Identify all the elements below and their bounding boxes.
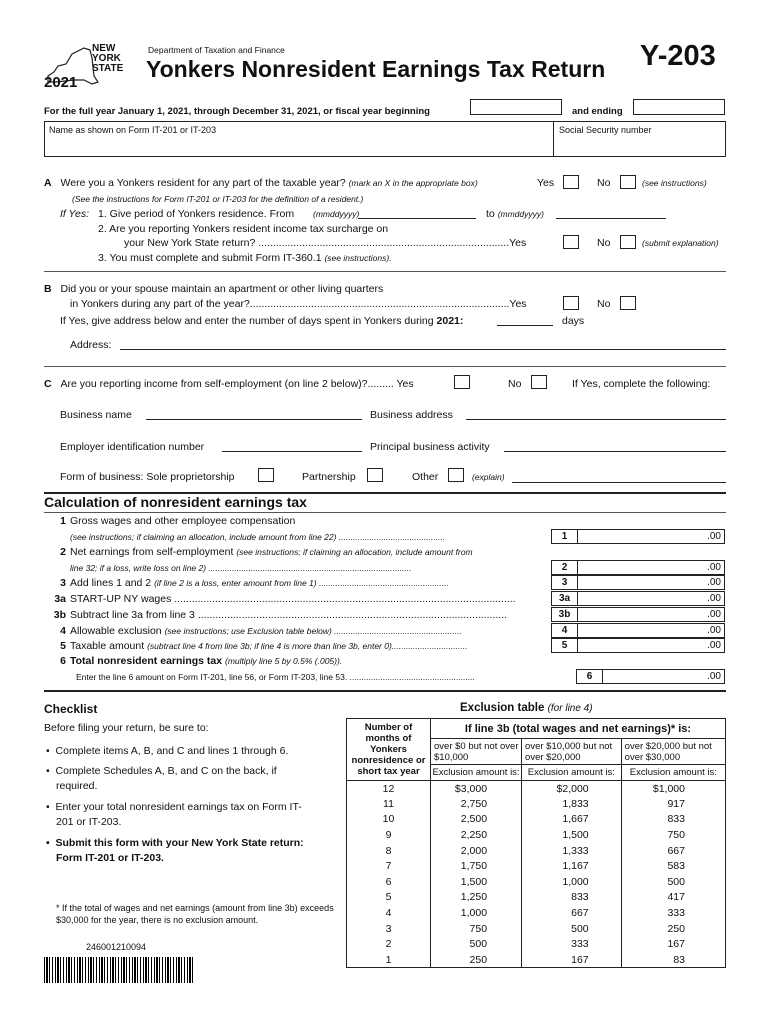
a-yes-label: Yes <box>537 177 555 189</box>
a-to-format: (mmddyyyy) <box>497 209 544 219</box>
c-no-label: No <box>508 378 522 390</box>
line3a-num: 3a <box>54 593 66 605</box>
line3b-num: 3b <box>53 609 66 621</box>
section-a-mark-note: (mark an X in the appropriate box) <box>348 178 478 188</box>
months-cell: 5 <box>347 890 431 906</box>
period-text: For the full year January 1, 2021, through December 31, 2021, or fiscal year beginning <box>44 106 430 117</box>
exclusion-amount-cell: 417 <box>621 890 725 906</box>
b-no-label: No <box>597 298 611 310</box>
exclusion-amount-cell: $1,000 <box>621 781 725 797</box>
exclusion-amount-cell: 1,500 <box>431 874 522 890</box>
months-cell: 12 <box>347 781 431 797</box>
a-item1: 1. Give period of Yonkers residence. From <box>98 208 295 220</box>
range-3: over $20,000 but not over $30,000 <box>621 739 725 765</box>
a-no-checkbox[interactable] <box>620 175 636 189</box>
line6-text: Total nonresident earnings tax <box>70 655 223 667</box>
a-item3-note: (see instructions). <box>324 253 392 263</box>
c-principal-activity-field[interactable] <box>504 451 726 452</box>
a-item3: 3. You must complete and submit Form IT-360.1 <box>98 252 322 264</box>
exclusion-amount-cell: 500 <box>431 936 522 952</box>
c-business-address-field[interactable] <box>466 419 726 420</box>
section-c-letter: C <box>44 378 52 390</box>
line5-text: Taxable amount <box>70 640 145 652</box>
exclusion-amount-cell: 833 <box>522 890 622 906</box>
exclusion-amount-cell: 1,000 <box>522 874 622 890</box>
checklist-item-3: Enter your total nonresident earnings tax on Form IT-201 or IT-203. <box>55 801 302 828</box>
months-cell: 6 <box>347 874 431 890</box>
exclusion-amount-cell: 750 <box>431 921 522 937</box>
exclusion-row <box>347 890 726 906</box>
exclusion-amount-cell: 500 <box>621 874 725 890</box>
exclusion-label-2: Exclusion amount is: <box>522 765 622 781</box>
line2-num: 2 <box>60 546 66 558</box>
department-name: Department of Taxation and Finance <box>148 45 285 55</box>
checklist-item-1: Complete items A, B, and C and lines 1 through 6. <box>55 745 289 757</box>
exclusion-amount-cell: 2,500 <box>431 812 522 828</box>
a-to-label: to <box>486 208 495 220</box>
line2-note: (see instructions; if claiming an allocation, include amount from <box>236 547 473 557</box>
form-title: Yonkers Nonresident Earnings Tax Return <box>146 56 606 82</box>
line3-num: 3 <box>60 577 66 589</box>
line3b-box: 3b <box>551 607 578 622</box>
exclusion-amount-cell: 833 <box>621 812 725 828</box>
line4-text: Allowable exclusion <box>70 625 162 637</box>
exclusion-amount-cell: 2,750 <box>431 796 522 812</box>
range-1: over $0 but not over $10,000 <box>431 739 522 765</box>
exclusion-amount-cell: 1,833 <box>522 796 622 812</box>
b-address-label: Address: <box>70 339 112 351</box>
a2-submit-explanation: (submit explanation) <box>642 238 719 248</box>
exclusion-amount-cell: 750 <box>621 827 725 843</box>
a-yes-checkbox[interactable] <box>563 175 579 189</box>
a-see-instructions: (see instructions) <box>642 178 707 188</box>
exclusion-amount-cell: 1,500 <box>522 827 622 843</box>
a-definition-note: (See the instructions for Form IT-201 or IT-203 for the definition of a resident.) <box>72 194 364 204</box>
months-cell: 4 <box>347 905 431 921</box>
line5-note: (subtract line 4 from line 3b; if line 4 is more than line 3b, enter 0)................................ <box>147 641 468 651</box>
c-ein-field[interactable] <box>222 451 362 452</box>
exclusion-label-1: Exclusion amount is: <box>431 765 522 781</box>
exclusion-amount-cell: 167 <box>522 952 622 968</box>
exclusion-table-note: (for line 4) <box>547 703 593 714</box>
tax-year: 2021 <box>44 74 78 91</box>
line4-amount[interactable]: .00 <box>577 623 725 638</box>
line3-box: 3 <box>551 575 578 590</box>
exclusion-row <box>347 905 726 921</box>
c-business-address-label: Business address <box>370 409 453 421</box>
exclusion-amount-cell: 500 <box>522 921 622 937</box>
exclusion-amount-cell: 1,333 <box>522 843 622 859</box>
line6-note: (multiply line 5 by 0.5% (.005)). <box>225 656 343 666</box>
line4-num: 4 <box>60 625 66 637</box>
logo-line-york: YORK <box>92 53 121 64</box>
checklist-intro: Before filing your return, be sure to: <box>44 722 209 734</box>
exclusion-amount-cell: 1,250 <box>431 890 522 906</box>
b-days-label: days <box>562 315 585 327</box>
a-if-yes: If Yes: <box>60 208 89 220</box>
c-yes-checkbox[interactable] <box>454 375 470 389</box>
exclusion-table <box>346 718 726 968</box>
line6-box: 6 <box>576 669 603 684</box>
exclusion-label-3: Exclusion amount is: <box>621 765 725 781</box>
line2-amount[interactable]: .00 <box>577 560 725 575</box>
exclusion-table-title: Exclusion table <box>460 702 545 714</box>
line6-num: 6 <box>60 655 66 667</box>
section-a-letter: A <box>44 177 52 189</box>
section-b-letter: B <box>44 283 52 295</box>
exclusion-row <box>347 781 726 797</box>
exclusion-amount-cell: 1,167 <box>522 858 622 874</box>
exclusion-amount-cell: 250 <box>621 921 725 937</box>
calc-heading: Calculation of nonresident earnings tax <box>44 494 307 510</box>
exclusion-row <box>347 952 726 968</box>
exclusion-amount-cell: 2,250 <box>431 827 522 843</box>
c-principal-activity-label: Principal business activity <box>370 441 490 453</box>
a2-no-label: No <box>597 237 611 249</box>
checklist-title: Checklist <box>44 702 98 716</box>
line3b-amount[interactable]: .00 <box>577 607 725 622</box>
range-2: over $10,000 but not over $20,000 <box>522 739 622 765</box>
checklist-item-2: Complete Schedules A, B, and C on the back, if required. <box>55 765 277 792</box>
line2-text: Net earnings from self-employment <box>70 546 234 558</box>
line4-box: 4 <box>551 623 578 638</box>
b-no-checkbox[interactable] <box>620 296 636 310</box>
c-form-of-business: Form of business: Sole proprietorship <box>60 471 235 483</box>
footnote-text: If the total of wages and net earnings (amount from line 3b) exceeds $30,000 for the year, there is no exclusion amount. <box>56 903 334 925</box>
a2-no-checkbox[interactable] <box>620 235 636 249</box>
months-cell: 1 <box>347 952 431 968</box>
barcode-number: 246001210094 <box>86 942 147 952</box>
b-line3: If Yes, give address below and enter the number of days spent in Yonkers during <box>60 315 434 327</box>
line1-box: 1 <box>551 529 578 544</box>
exclusion-amount-cell: 333 <box>522 936 622 952</box>
exclusion-amount-cell: 917 <box>621 796 725 812</box>
a-no-label: No <box>597 177 611 189</box>
months-cell: 10 <box>347 812 431 828</box>
months-cell: 11 <box>347 796 431 812</box>
a2-yes-checkbox[interactable] <box>563 235 579 249</box>
exclusion-row <box>347 796 726 812</box>
c-no-checkbox[interactable] <box>531 375 547 389</box>
fiscal-end-field[interactable] <box>633 99 725 115</box>
months-header: Number of months of Yonkers nonresidence or short tax year <box>347 719 431 781</box>
line1-num: 1 <box>60 515 66 527</box>
exclusion-amount-cell: 667 <box>522 905 622 921</box>
fiscal-begin-field[interactable] <box>470 99 562 115</box>
line3-text: Add lines 1 and 2 <box>70 577 152 589</box>
months-cell: 9 <box>347 827 431 843</box>
exclusion-amount-cell: 1,667 <box>522 812 622 828</box>
line2-box: 2 <box>551 560 578 575</box>
line1-amount[interactable]: .00 <box>577 529 725 544</box>
exclusion-row <box>347 936 726 952</box>
c-business-name-label: Business name <box>60 409 132 421</box>
span-header: If line 3b (total wages and net earnings)* is: <box>431 719 726 739</box>
months-cell: 3 <box>347 921 431 937</box>
a-from-format: (mmddyyyy) <box>313 209 360 219</box>
a-from-date-field[interactable] <box>358 218 476 219</box>
line3a-text: START-UP NY wages ..................................................................................................................... <box>70 593 516 605</box>
line3-note: (if line 2 is a loss, enter amount from line 1) ....................................................... <box>154 578 449 588</box>
exclusion-amount-cell: 2,000 <box>431 843 522 859</box>
exclusion-amount-cell: 583 <box>621 858 725 874</box>
logo-line-state: STATE <box>92 63 124 74</box>
logo-line-new: NEW <box>92 43 116 54</box>
checklist-item-4: Submit this form with your New York State return: Form IT-201 or IT-203. <box>55 837 304 864</box>
months-cell: 7 <box>347 858 431 874</box>
c-question: Are you reporting income from self-employment (on line 2 below)?......... Yes <box>60 378 414 390</box>
line3a-box: 3a <box>551 591 578 606</box>
exclusion-amount-cell: 667 <box>621 843 725 859</box>
c-partnership-label: Partnership <box>302 471 356 483</box>
line4-note: (see instructions; use Exclusion table below) ...................................................... <box>164 626 462 636</box>
exclusion-amount-cell: 1,000 <box>431 905 522 921</box>
line1-sub: (see instructions; if claiming an allocation, include amount from line 22) ............................................. <box>70 532 446 542</box>
ny-state-logo <box>44 42 134 92</box>
line3-amount[interactable]: .00 <box>577 575 725 590</box>
name-label: Name as shown on Form IT-201 or IT-203 <box>49 125 217 135</box>
exclusion-amount-cell: 250 <box>431 952 522 968</box>
line6-amount[interactable]: .00 <box>602 669 725 684</box>
exclusion-row <box>347 843 726 859</box>
exclusion-amount-cell: 83 <box>621 952 725 968</box>
b-yes-checkbox[interactable] <box>563 296 579 310</box>
line5-amount[interactable]: .00 <box>577 638 725 653</box>
a-item2-line1: 2. Are you reporting Yonkers resident income tax surcharge on <box>98 223 389 235</box>
c-explain: (explain) <box>472 472 505 482</box>
months-cell: 2 <box>347 936 431 952</box>
b-line1: Did you or your spouse maintain an apartment or other living quarters <box>60 283 384 295</box>
exclusion-row <box>347 921 726 937</box>
exclusion-amount-cell: 1,750 <box>431 858 522 874</box>
c-sole-prop-checkbox[interactable] <box>258 468 274 482</box>
months-cell: 8 <box>347 843 431 859</box>
line3b-text: Subtract line 3a from line 3 .......................................................................................................... <box>70 609 508 621</box>
c-ein-label: Employer identification number <box>60 441 205 453</box>
exclusion-row <box>347 874 726 890</box>
and-ending-label: and ending <box>572 106 623 117</box>
exclusion-amount-cell: 167 <box>621 936 725 952</box>
exclusion-amount-cell: 333 <box>621 905 725 921</box>
c-business-name-field[interactable] <box>146 419 362 420</box>
line3a-amount[interactable]: .00 <box>577 591 725 606</box>
barcode <box>44 957 194 983</box>
line5-box: 5 <box>551 638 578 653</box>
c-other-checkbox[interactable] <box>448 468 464 482</box>
exclusion-row <box>347 812 726 828</box>
b-line2: in Yonkers during any part of the year?.........................................................................................Yes <box>70 298 527 310</box>
exclusion-row <box>347 858 726 874</box>
section-a-question: Were you a Yonkers resident for any part of the taxable year? <box>60 177 346 189</box>
c-explain-field[interactable] <box>512 482 726 483</box>
ssn-label: Social Security number <box>559 125 652 135</box>
a-item2-line2: your New York State return? ......................................................................................Yes <box>124 237 527 249</box>
line5-num: 5 <box>60 640 66 652</box>
b-days-field[interactable] <box>497 325 553 326</box>
exclusion-row <box>347 827 726 843</box>
c-if-yes: If Yes, complete the following: <box>572 378 711 390</box>
footnote-mark: * <box>56 903 60 913</box>
exclusion-amount-cell: $3,000 <box>431 781 522 797</box>
c-partnership-checkbox[interactable] <box>367 468 383 482</box>
a-to-date-field[interactable] <box>556 218 666 219</box>
b-address-field[interactable] <box>120 349 726 350</box>
form-id: Y-203 <box>640 40 716 72</box>
line1-text: Gross wages and other employee compensation <box>70 515 296 527</box>
line6-sub: Enter the line 6 amount on Form IT-201, line 56, or Form IT-203, line 53. ..................................................... <box>76 672 475 682</box>
exclusion-amount-cell: $2,000 <box>522 781 622 797</box>
line2-sub: line 32; if a loss, write loss on line 2) ...................................................................................... <box>70 563 412 573</box>
c-other-label: Other <box>412 471 439 483</box>
b-year: 2021: <box>436 315 464 327</box>
